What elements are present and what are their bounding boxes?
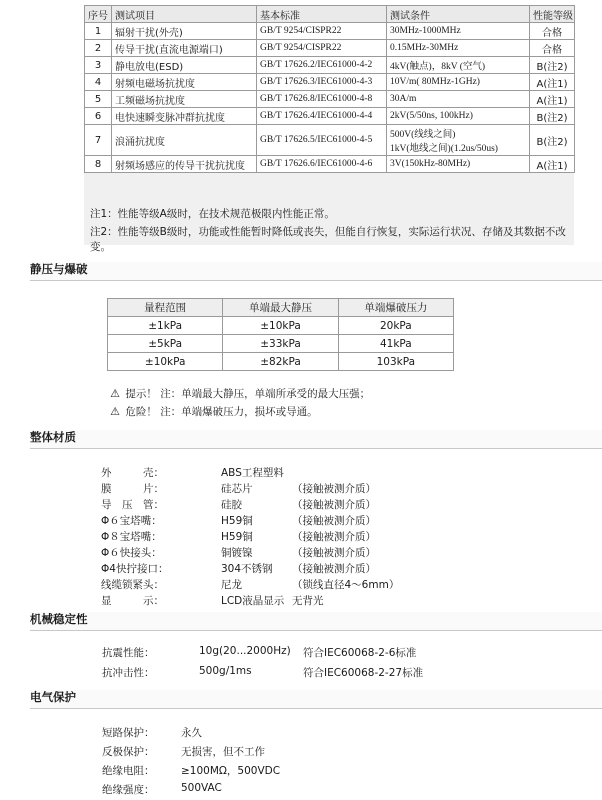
emc-no: 1 — [85, 23, 112, 40]
mechanical-note: 符合IEC60068-2-27标准 — [303, 667, 424, 679]
emc-item: 静电放电(ESD) — [112, 57, 257, 74]
emc-condition: 2kV(5/50ns, 100kHz) — [387, 108, 530, 125]
warning-text: 注：单端爆破压力，损坏或导通。 — [160, 406, 318, 418]
material-value: ABS工程塑料 — [221, 467, 284, 479]
emc-item: 射频场感应的传导干扰抗扰度 — [112, 156, 257, 173]
emc-condition: 4kV(触点)，8kV (空气) — [387, 57, 530, 74]
pressure-static: ±82kPa — [223, 353, 338, 371]
material-key: 导 压 管： — [101, 499, 164, 511]
pressure-burst: 41kPa — [338, 335, 453, 353]
pressure-header-row — [108, 299, 454, 317]
emc-standard: GB/T 17626.6/IEC61000-4-6 — [257, 156, 387, 173]
material-key: 膜 片： — [101, 483, 164, 495]
emc-level: 合格 — [530, 40, 575, 57]
warning-text: 注：单端最大静压，单端所承受的最大压强； — [160, 388, 371, 400]
material-value: LCD液晶显示 — [221, 595, 285, 607]
table-row — [85, 91, 575, 108]
emc-no: 2 — [85, 40, 112, 57]
electrical-key: 绝缘电阻： — [102, 765, 155, 777]
emc-header-condition: 测试条件 — [387, 6, 530, 23]
pressure-header-burst: 单端爆破压力 — [338, 299, 453, 317]
table-row — [108, 317, 454, 335]
electrical-value: 无损害，但不工作 — [181, 746, 265, 758]
emc-header-standard: 基本标准 — [257, 6, 387, 23]
mechanical-value: 500g/1ms — [199, 665, 252, 677]
table-row — [85, 74, 575, 91]
emc-level: 合格 — [530, 23, 575, 40]
material-note: （接触被测介质） — [292, 531, 376, 543]
electrical-value: 500VAC — [181, 782, 222, 794]
pressure-range: ±1kPa — [108, 317, 223, 335]
material-note: （接触被测介质） — [292, 499, 376, 511]
material-value: 304不锈钢 — [221, 563, 273, 575]
table-row — [108, 335, 454, 353]
emc-test-table — [84, 5, 575, 173]
table-row — [85, 23, 575, 40]
emc-condition-line: 1kV(地线之间)(1.2us/50us) — [390, 144, 498, 154]
material-value: 硅胶 — [221, 499, 242, 511]
emc-level: A(注1) — [530, 91, 575, 108]
emc-level: B(注2) — [530, 125, 575, 156]
emc-condition — [387, 125, 530, 156]
emc-header-row — [85, 6, 575, 23]
material-note: 无背光 — [292, 595, 324, 607]
emc-condition: 0.15MHz-30MHz — [387, 40, 530, 57]
emc-item: 浪涌抗扰度 — [112, 125, 257, 156]
emc-condition: 30A/m — [387, 91, 530, 108]
note-2: 注2：性能等级B级时，功能或性能暂时降低或丧失，但能自行恢复，实际运行状况、存储及其数据不改变。 — [90, 226, 566, 253]
emc-condition: 10V/m( 80MHz-1GHz) — [387, 74, 530, 91]
warning-prefix: 危险！ — [125, 406, 157, 418]
mechanical-value: 10g(20...2000Hz) — [199, 645, 291, 657]
material-key: 外 壳： — [101, 467, 164, 479]
emc-standard: GB/T 9254/CISPR22 — [257, 23, 387, 40]
emc-no: 4 — [85, 74, 112, 91]
emc-no: 5 — [85, 91, 112, 108]
material-note: （锁线直径4～6mm） — [292, 579, 400, 591]
emc-no: 6 — [85, 108, 112, 125]
pressure-header-static: 单端最大静压 — [223, 299, 338, 317]
pressure-range: ±10kPa — [108, 353, 223, 371]
material-value: H59铜 — [221, 531, 253, 543]
pressure-static: ±10kPa — [223, 317, 338, 335]
emc-level: B(注2) — [530, 108, 575, 125]
emc-standard: GB/T 17626.2/IEC61000-4-2 — [257, 57, 387, 74]
pressure-table — [107, 298, 454, 371]
emc-no: 3 — [85, 57, 112, 74]
material-note: （接触被测介质） — [292, 547, 376, 559]
emc-header-no: 序号 — [85, 6, 112, 23]
warning-triangle-icon: ⚠ — [110, 405, 120, 418]
material-value: 铜镀镍 — [221, 547, 253, 559]
emc-header-item: 测试项目 — [112, 6, 257, 23]
warning-danger — [108, 404, 318, 419]
emc-standard: GB/T 17626.5/IEC61000-4-5 — [257, 125, 387, 156]
emc-standard: GB/T 17626.3/IEC61000-4-3 — [257, 74, 387, 91]
emc-item: 电快速瞬变脉冲群抗扰度 — [112, 108, 257, 125]
material-key: 线缆锁紧头： — [101, 579, 164, 591]
pressure-burst: 20kPa — [338, 317, 453, 335]
table-row — [108, 353, 454, 371]
material-key: Φ８宝塔嘴： — [101, 531, 162, 543]
emc-condition: 30MHz-1000MHz — [387, 23, 530, 40]
material-key: Φ4快拧接口： — [101, 563, 169, 575]
emc-no: 8 — [85, 156, 112, 173]
section-title-pressure: 静压与爆破 — [30, 262, 602, 281]
section-title-material: 整体材质 — [30, 430, 602, 449]
table-row — [85, 156, 575, 173]
table-row — [85, 57, 575, 74]
emc-item: 射频电磁场抗扰度 — [112, 74, 257, 91]
emc-condition: 3V(150kHz-80MHz) — [387, 156, 530, 173]
electrical-value: 永久 — [181, 727, 202, 739]
mechanical-note: 符合IEC60068-2-6标准 — [303, 647, 417, 659]
pressure-burst: 103kPa — [338, 353, 453, 371]
material-key: 显 示： — [101, 595, 164, 607]
emc-level: B(注2) — [530, 57, 575, 74]
material-value: 硅芯片 — [221, 483, 253, 495]
section-title-mechanical: 机械稳定性 — [30, 612, 602, 631]
table-row — [85, 108, 575, 125]
emc-item: 辐射干扰(外壳) — [112, 23, 257, 40]
electrical-value: ≥100MΩ，500VDC — [181, 765, 281, 777]
emc-item: 工频磁场抗扰度 — [112, 91, 257, 108]
emc-standard: GB/T 17626.8/IEC61000-4-8 — [257, 91, 387, 108]
electrical-key: 绝缘强度： — [102, 784, 155, 796]
table-row — [85, 125, 575, 156]
emc-level: A(注1) — [530, 156, 575, 173]
warning-triangle-icon: ⚠ — [110, 387, 120, 400]
warning-prefix: 提示！ — [125, 388, 157, 400]
section-title-electrical: 电气保护 — [30, 690, 602, 709]
electrical-key: 短路保护： — [102, 727, 155, 739]
material-note: （接触被测介质） — [292, 515, 376, 527]
emc-header-level: 性能等级 — [530, 6, 575, 23]
emc-standard: GB/T 17626.4/IEC61000-4-4 — [257, 108, 387, 125]
electrical-key: 反极保护： — [102, 746, 155, 758]
material-key: Φ６宝塔嘴： — [101, 515, 162, 527]
mechanical-key: 抗震性能： — [102, 647, 155, 659]
material-key: Φ６快接头： — [101, 547, 162, 559]
material-note: （接触被测介质） — [292, 483, 376, 495]
material-value: H59铜 — [221, 515, 253, 527]
warning-tip — [108, 386, 370, 401]
emc-standard: GB/T 9254/CISPR22 — [257, 40, 387, 57]
pressure-header-range: 量程范围 — [108, 299, 223, 317]
table-row — [85, 40, 575, 57]
emc-item: 传导干扰(直流电源端口) — [112, 40, 257, 57]
material-note: （接触被测介质） — [292, 563, 376, 575]
note-1: 注1：性能等级A级时，在技术规范极限内性能正常。 — [90, 208, 335, 220]
mechanical-key: 抗冲击性： — [102, 667, 155, 679]
pressure-range: ±5kPa — [108, 335, 223, 353]
emc-level: A(注1) — [530, 74, 575, 91]
emc-no: 7 — [85, 125, 112, 156]
material-value: 尼龙 — [221, 579, 242, 591]
pressure-static: ±33kPa — [223, 335, 338, 353]
emc-condition-line: 500V(线线之间) — [390, 130, 456, 140]
